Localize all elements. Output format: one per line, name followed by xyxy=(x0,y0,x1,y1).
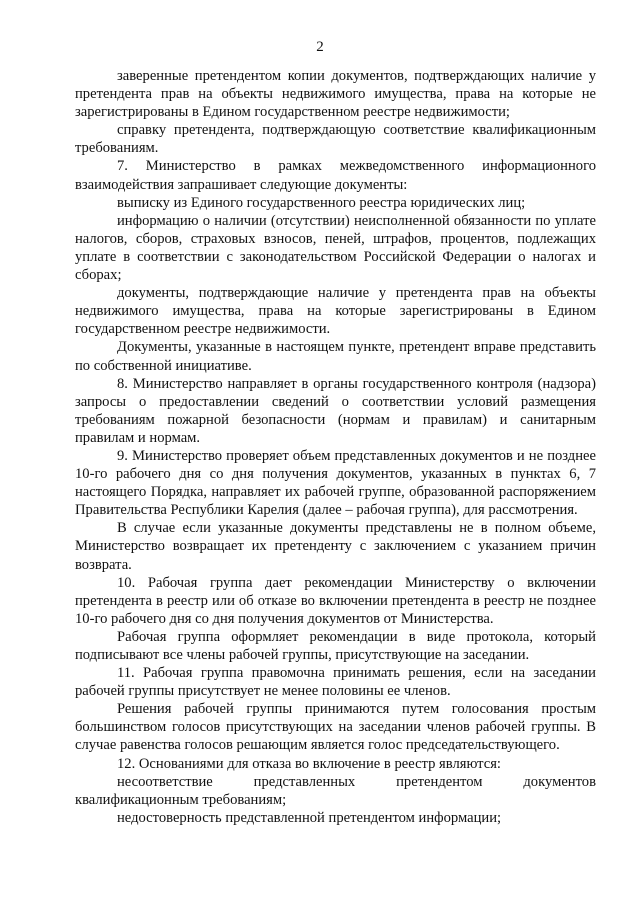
paragraph: справку претендента, подтверждающую соответствие квалификационным требованиям. xyxy=(75,122,596,157)
paragraph: 11. Рабочая группа правомочна принимать решения, если на заседании рабочей группы присутствует не менее половины ее членов. xyxy=(75,665,596,700)
paragraph: заверенные претендентом копии документов, подтверждающих наличие у претендента прав на объекты недвижимого имущества, права на которые не зарегистрированы в Едином государственном реестре недвижимости; xyxy=(75,68,596,121)
paragraph: выписку из Единого государственного реестра юридических лиц; xyxy=(117,194,526,211)
paragraph: Документы, указанные в настоящем пункте, претендент вправе представить по собственной инициативе. xyxy=(75,339,596,374)
paragraph: несоответствие представленных претендентом документов квалификационным требованиям; xyxy=(75,773,596,808)
paragraph: недостоверность представленной претендентом информации; xyxy=(117,809,502,826)
document-body xyxy=(75,67,596,827)
paragraph: 12. Основаниями для отказа во включение в реестр являются: xyxy=(117,755,501,772)
page-number: 2 xyxy=(316,39,324,55)
paragraph: 7. Министерство в рамках межведомственного информационного взаимодействия запрашивает следующие документы: xyxy=(75,158,596,193)
paragraph: документы, подтверждающие наличие у претендента прав на объекты недвижимого имущества, права на которые зарегистрированы в Едином государственном реестре недвижимости. xyxy=(75,285,596,338)
paragraph: 9. Министерство проверяет объем представленных документов и не позднее 10-го рабочего дня со дня получения документов, указанных в пунктах 6, 7 настоящего Порядка, направляет их рабочей группе, образованной распоряжением Правительства Республики Карелия (далее – рабочая группа), для рассмотрения. xyxy=(75,447,596,519)
paragraph: Рабочая группа оформляет рекомендации в виде протокола, который подписывают все члены рабочей группы, присутствующие на заседании. xyxy=(75,628,596,663)
paragraph: В случае если указанные документы представлены не в полном объеме, Министерство возвращает их претенденту с заключением с указанием причин возврата. xyxy=(75,520,596,573)
paragraph: 8. Министерство направляет в органы государственного контроля (надзора) запросы о предоставлении сведений о соответствии условий размещения требованиям пожарной безопасности (нормам и правилам) и санитарным правилам и нормам. xyxy=(75,375,596,446)
paragraph: 10. Рабочая группа дает рекомендации Министерству о включении претендента в реестр или об отказе во включении претендента в реестр не позднее 10-го рабочего дня со дня получения документов от Министерства. xyxy=(75,574,596,627)
paragraph: информацию о наличии (отсутствии) неисполненной обязанности по уплате налогов, сборов, страховых взносов, пеней, штрафов, процентов, подлежащих уплате в соответствии с законодательством Российской Федерации о налогах и сборах; xyxy=(75,212,596,284)
paragraph: Решения рабочей группы принимаются путем голосования простым большинством голосов присутствующих на заседании членов рабочей группы. В случае равенства голосов решающим является голос председательствующего. xyxy=(75,701,596,754)
